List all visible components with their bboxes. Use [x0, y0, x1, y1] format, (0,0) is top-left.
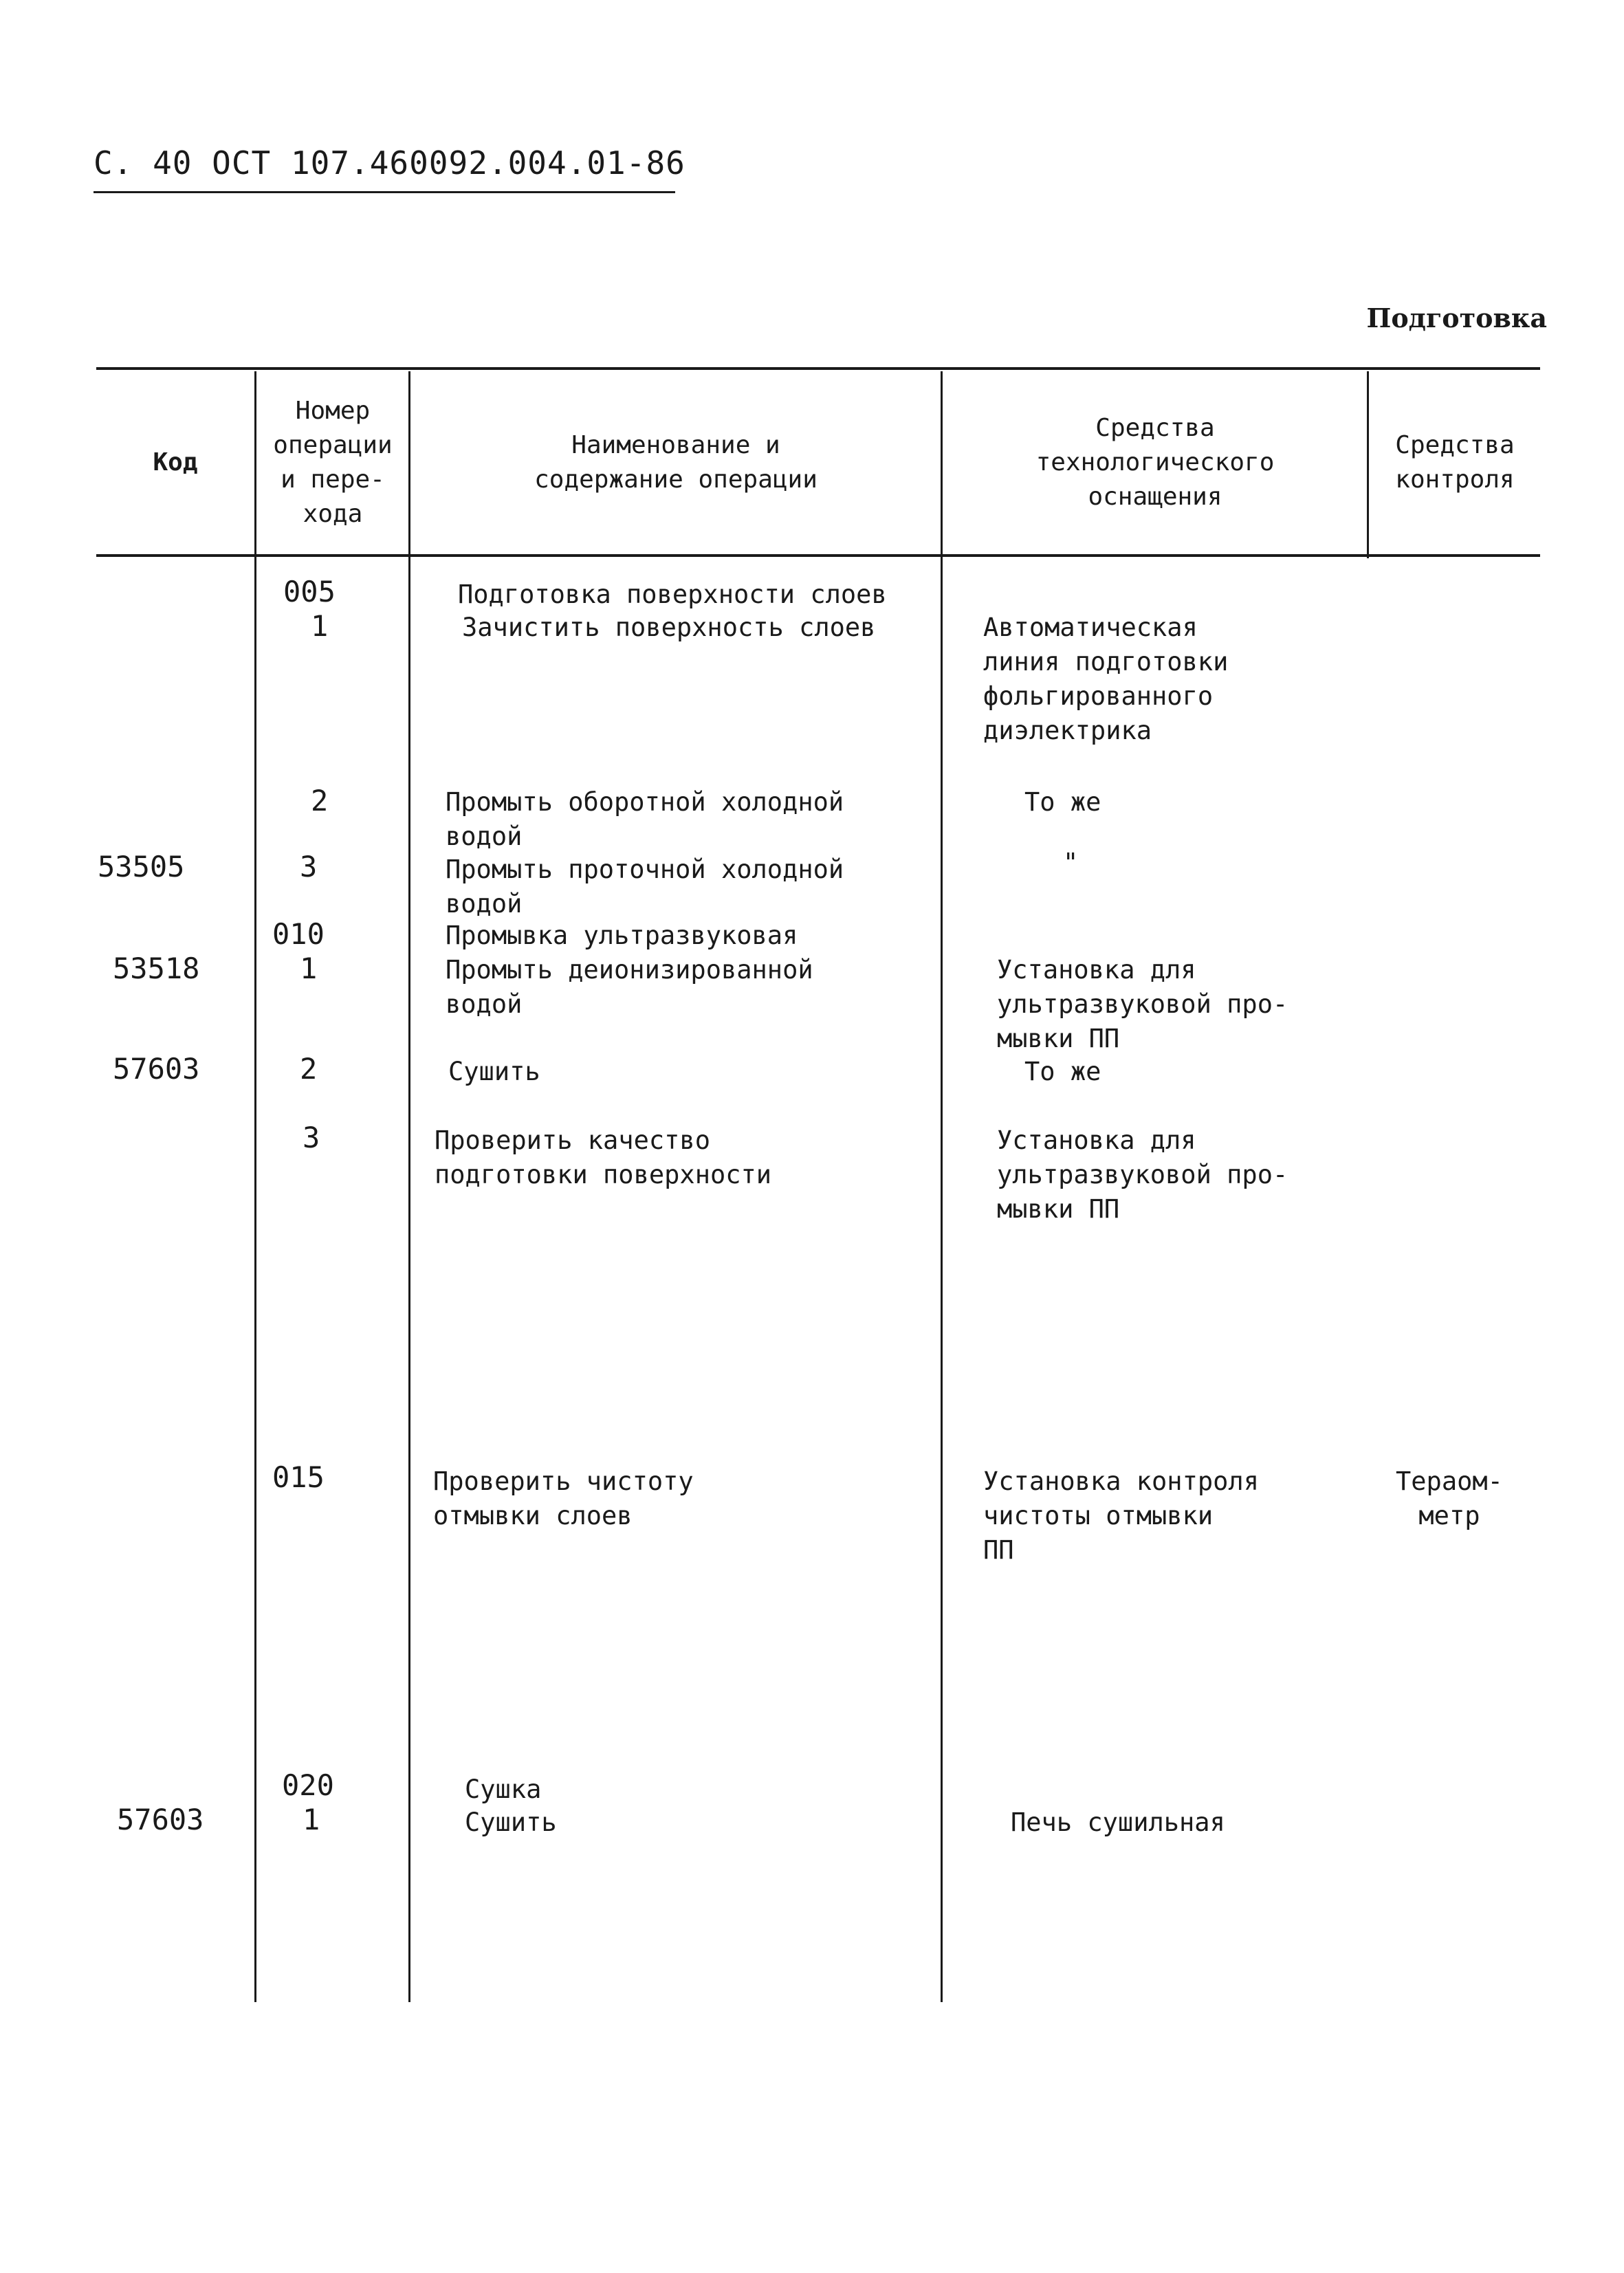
- column-divider: [941, 371, 943, 2002]
- row-number: 1: [303, 1803, 320, 1836]
- row-tech: Печь сушильная: [1011, 1808, 1225, 1837]
- row-number: 2: [311, 784, 329, 817]
- row-name: Промыть деионизированной водой: [446, 955, 813, 1019]
- row-name: Проверить чистоту отмывки слоев: [433, 1467, 694, 1530]
- row-tech: То же: [1024, 1057, 1101, 1086]
- row-name: Сушка: [465, 1775, 542, 1804]
- row-code: 53505: [98, 850, 185, 883]
- row-tech: Установка для ультразвуковой про- мывки ПП: [997, 1125, 1288, 1224]
- header-number: Номер операции и пере- хода: [273, 397, 393, 528]
- row-tech: ": [1063, 848, 1079, 877]
- header-name: Наименование и содержание операции: [534, 431, 818, 494]
- row-tech: Автоматическая линия подготовки фольгированного диэлектрика: [983, 613, 1229, 745]
- row-control: Тераом- метр: [1396, 1467, 1503, 1530]
- row-number: 3: [303, 1121, 320, 1154]
- row-number: 005: [283, 575, 336, 608]
- row-code: 57603: [113, 1052, 200, 1086]
- row-code: 53518: [113, 952, 200, 985]
- row-number: 015: [272, 1460, 325, 1494]
- row-number: 020: [282, 1768, 334, 1802]
- row-name: Промыть проточной холодной водой: [446, 855, 844, 919]
- table-top-rule: [96, 367, 1540, 370]
- row-name: Проверить качество подготовки поверхности: [435, 1125, 772, 1189]
- column-divider: [1367, 371, 1369, 558]
- table-header-rule: [96, 554, 1540, 557]
- row-number: 010: [272, 917, 325, 951]
- row-name: Подготовка поверхности слоев: [458, 580, 887, 609]
- row-tech: Установка для ультразвуковой про- мывки ПП: [997, 955, 1288, 1053]
- page-header: С. 40 ОСТ 107.460092.004.01-86: [94, 144, 685, 182]
- row-name: Сушить: [448, 1057, 540, 1086]
- section-title: Подготовка: [1366, 303, 1547, 333]
- header-tech: Средства технологического оснащения: [1035, 414, 1275, 511]
- row-number: 2: [300, 1052, 318, 1086]
- row-name: Промывка ультразвуковая: [446, 921, 798, 950]
- header-control: Средства контроля: [1395, 431, 1515, 494]
- row-tech: То же: [1024, 787, 1101, 817]
- column-divider: [408, 371, 410, 2002]
- row-tech: Установка контроля чистоты отмывки ПП: [983, 1467, 1259, 1565]
- row-code: 57603: [117, 1803, 204, 1836]
- row-name: Зачистить поверхность слоев: [462, 613, 876, 642]
- header-code: Код: [153, 448, 198, 476]
- row-number: 1: [311, 609, 329, 643]
- row-number: 1: [300, 952, 318, 985]
- row-number: 3: [300, 850, 318, 883]
- row-name: Сушить: [465, 1808, 557, 1837]
- column-divider: [254, 371, 256, 2002]
- header-rule: [94, 191, 675, 193]
- row-name: Промыть оборотной холодной водой: [446, 787, 844, 851]
